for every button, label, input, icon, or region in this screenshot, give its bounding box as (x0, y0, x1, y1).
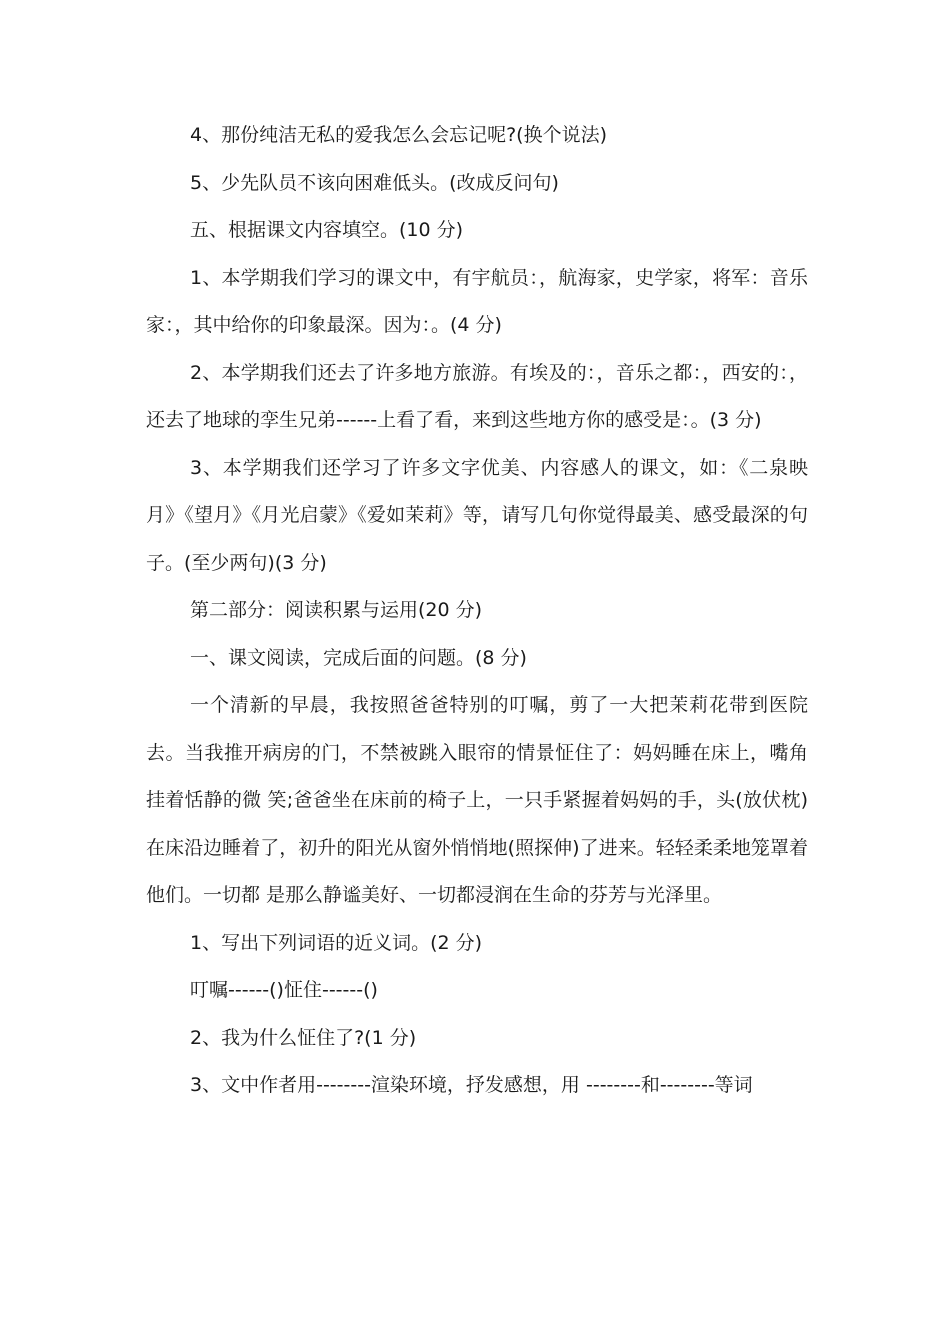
rewrite-question-4: 4、那份纯洁无私的爱我怎么会忘记呢?(换个说法) (190, 124, 607, 146)
part-two-heading: 第二部分：阅读积累与运用(20 分) (190, 599, 483, 621)
rewrite-question-5: 5、少先队员不该向困难低头。(改成反问句) (190, 171, 559, 194)
reading-question-1: 1、写出下列词语的近义词。(2 分) (190, 931, 483, 954)
reading-question-3: 3、文中作者用--------渲染环境，抒发感想，用 --------和--------等词 (190, 1074, 753, 1096)
fill-question-2: 2、本学期我们还去了许多地方旅游。有埃及的：，音乐之都：，西安的：，还去了地球的孪生兄弟------上看了看，来到这些地方你的感受是：。(3 分) (146, 361, 808, 431)
reading-question-2: 2、我为什么怔住了?(1 分) (190, 1026, 417, 1049)
reading-section-heading: 一、课文阅读，完成后面的问题。(8 分) (190, 646, 527, 669)
reading-passage: 一个清新的早晨，我按照爸爸特别的叮嘱，剪了一大把茉莉花带到医院去。当我推开病房的门，不禁被跳入眼帘的情景怔住了：妈妈睡在床上，嘴角挂着恬静的微 笑;爸爸坐在床前的椅子上，一只手紧握着妈妈的手，头(放伏枕)在床沿边睡着了，初升的阳光从窗外悄悄地(照探伸)了进来。轻轻柔柔地笼罩着他们。一切都 是那么静谧美好、一切都浸润在生命的芬芳与光泽里。 (146, 694, 808, 906)
section-five-heading: 五、根据课文内容填空。(10 分) (190, 219, 464, 241)
document-page (146, 112, 808, 1110)
synonym-answer-line: 叮嘱------()怔住------() (190, 979, 378, 1001)
fill-question-3: 3、本学期我们还学习了许多文字优美、内容感人的课文，如：《二泉映月》《望月》《月光启蒙》《爱如茉莉》等，请写几句你觉得最美、感受最深的句子。(至少两句)(3 分) (146, 456, 808, 574)
fill-question-1: 1、本学期我们学习的课文中，有宇航员：，航海家，史学家，将军：音乐家：，其中给你的印象最深。因为：。(4 分) (146, 266, 808, 336)
